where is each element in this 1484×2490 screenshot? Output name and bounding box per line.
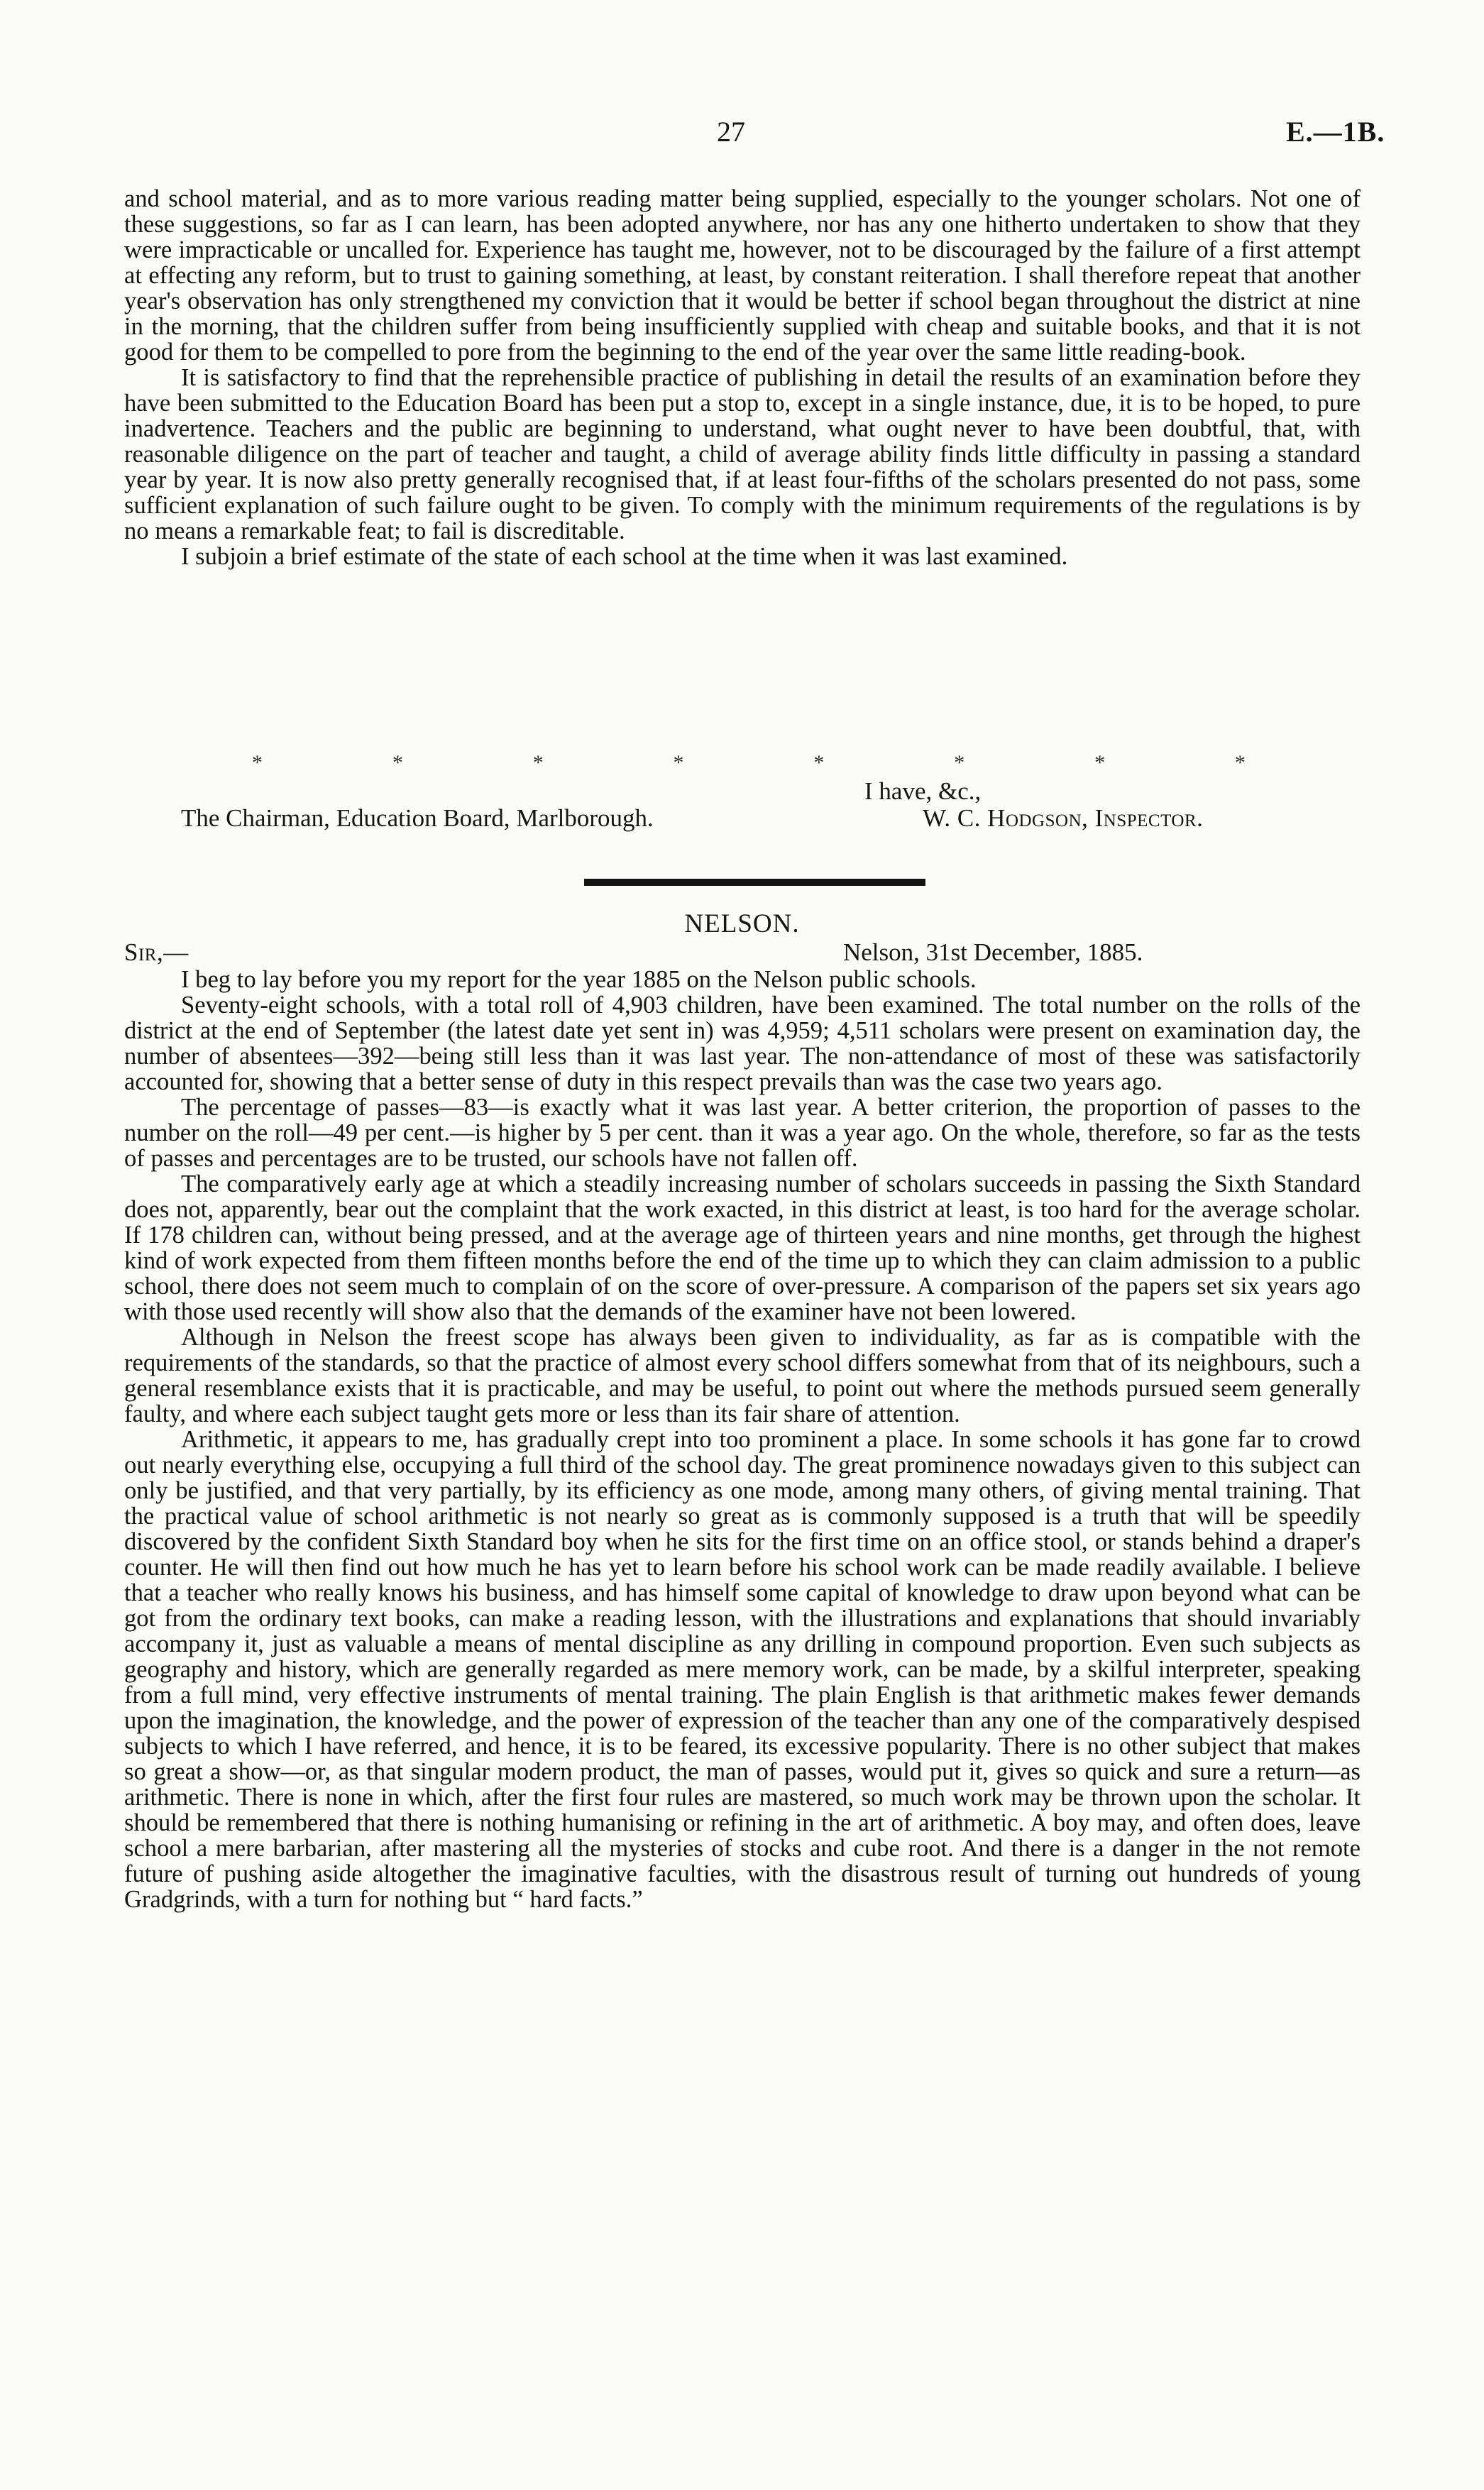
closing-formula: I have, &c., (864, 777, 982, 805)
dateline: Nelson, 31st December, 1885. (843, 938, 1143, 966)
star-mark: * (532, 751, 544, 774)
paragraph: Seventy-eight schools, with a total roll of 4,903 children, have been examined. The total number on the rolls of the district at the end of September (the latest date yet sent in) was 4,959; 4,511 scholars were present on examination day, the number of absentees—392—being still less than it was last year. The non-attendance of most of these was satisfactorily accounted for, showing that a better sense of duty in this respect prevails than was the case two years ago. (124, 992, 1361, 1095)
page-number: 27 (717, 116, 745, 148)
star-mark: * (673, 751, 684, 774)
paragraph: The percentage of passes—83—is exactly what it was last year. A better criterion, the proportion of passes to the number on the roll—49 per cent.—is higher by 5 per cent. than it was a year ago. On the whole, therefore, so far as the tests of passes and percentages are to be trusted, our schools have not fallen off. (124, 1094, 1361, 1172)
signature-line (0, 804, 1484, 836)
section-divider (584, 879, 925, 886)
nelson-report-body (124, 967, 1361, 1912)
star-mark: * (392, 751, 403, 774)
star-mark: * (1234, 751, 1246, 774)
ellipsis-stars (252, 751, 1246, 775)
paragraph: The comparatively early age at which a steadily increasing number of scholars succeeds in passing the Sixth Standard does not, apparently, bear out the complaint that the work exacted, in this district at least, is too hard for the average scholar. If 178 children can, without being pressed, and at the average age of thirteen years and nine months, get through the highest kind of work expected from them fifteen months before the end of the time up to which they can claim admission to a public school, there does not seem much to complain of on the score of over-pressure. A comparison of the papers set six years ago with those used recently will show also that the demands of the examiner have not been lowered. (124, 1170, 1361, 1325)
star-mark: * (954, 751, 965, 774)
paragraph: and school material, and as to more various reading matter being supplied, especially to the younger scholars. Not one of these suggestions, so far as I can learn, has been adopted anywhere, nor has any one hitherto undertaken to show that they were impracticable or uncalled for. Experience has taught me, however, not to be discouraged by the failure of a first attempt at effecting any reform, but to trust to gaining something, at least, by constant reiteration. I shall therefore repeat that another year's observation has only strengthened my conviction that it would be better if school began throughout the district at nine in the morning, that the children suffer from being insufficiently supplied with cheap and suitable books, and that it is not good for them to be compelled to pore from the beginning to the end of the year over the same little reading-book. (124, 185, 1361, 366)
series-reference: E.—1B. (1286, 116, 1385, 148)
paragraph: Arithmetic, it appears to me, has gradually crept into too prominent a place. In some schools it has gone far to crowd out nearly everything else, occupying a full third of the school day. The great prominence nowadays given to this subject can only be justified, and that very partially, by its efficiency as one mode, among many others, of giving mental training. That the practical value of school arithmetic is not nearly so great as is commonly supposed is a truth that will be speedily discovered by the confident Sixth Standard boy when he sits for the first time on an office stool, or stands behind a draper's counter. He will then find out how much he has yet to learn before his school work can be made readily available. I believe that a teacher who really knows his business, and has himself some capital of knowledge to draw upon beyond what can be got from the ordinary text books, can make a reading lesson, with the illustrations and explanations that should invariably accompany it, just as valuable a means of mental discipline as any drilling in compound proportion. Even such subjects as geography and history, which are generally regarded as mere memory work, can be made, by a skilful interpreter, speaking from a full mind, very effective instruments of mental training. The plain English is that arithmetic makes fewer demands upon the imagination, the knowledge, and the power of expression of the teacher than any one of the comparatively despised subjects to which I have referred, and hence, it is to be feared, its excessive popularity. There is no other subject that makes so great a show—or, as that singular modern product, the man of passes, would put it, gives so quick and sure a return—as arithmetic. There is none in which, after the first four rules are mastered, so much work may be thrown upon the scholar. It should be remembered that there is nothing humanising or refining in the art of arithmetic. A boy may, and often does, leave school a mere barbarian, after mastering all the mysteries of stocks and cube root. And there is a danger in the not remote future of pushing aside altogether the imaginative faculties, with the disastrous result of turning out hundreds of young Gradgrinds, with a turn for nothing but “ hard facts.” (124, 1426, 1361, 1913)
marlborough-report-conclusion (124, 186, 1361, 569)
star-mark: * (813, 751, 825, 774)
addressee: The Chairman, Education Board, Marlborough. (181, 804, 654, 832)
paragraph: I beg to lay before you my report for the year 1885 on the Nelson public schools. (181, 966, 977, 993)
star-mark: * (252, 751, 263, 774)
salutation: Sir,— (124, 938, 189, 966)
paragraph: I subjoin a brief estimate of the state of each school at the time when it was last examined. (181, 543, 1068, 570)
star-mark: * (1094, 751, 1106, 774)
section-heading: NELSON. (684, 909, 800, 938)
page-header (0, 115, 1484, 158)
paragraph: Although in Nelson the freest scope has always been given to individuality, as far as is compatible with the requirements of the standards, so that the practice of almost every school differs somewhat from that of its neighbours, such a general resemblance exists that it is practicable, and may be useful, to point out where the methods pursued seem generally faulty, and where each subject taught gets more or less than its fair share of attention. (124, 1324, 1361, 1427)
inspector-signature: W. C. Hodgson, Inspector. (923, 804, 1204, 832)
paragraph: It is satisfactory to find that the reprehensible practice of publishing in detail the results of an examination before they have been submitted to the Education Board has been put a stop to, except in a single instance, due, it is to be hoped, to pure inadvertence. Teachers and the public are beginning to understand, what ought never to have been doubtful, that, with reasonable diligence on the part of teacher and taught, a child of average ability finds little difficulty in passing a standard year by year. It is now also pretty generally recognised that, if at least four-fifths of the scholars presented do not pass, some sufficient explanation of such failure ought to be given. To comply with the minimum requirements of the regulations is by no means a remarkable feat; to fail is discreditable. (124, 364, 1361, 544)
